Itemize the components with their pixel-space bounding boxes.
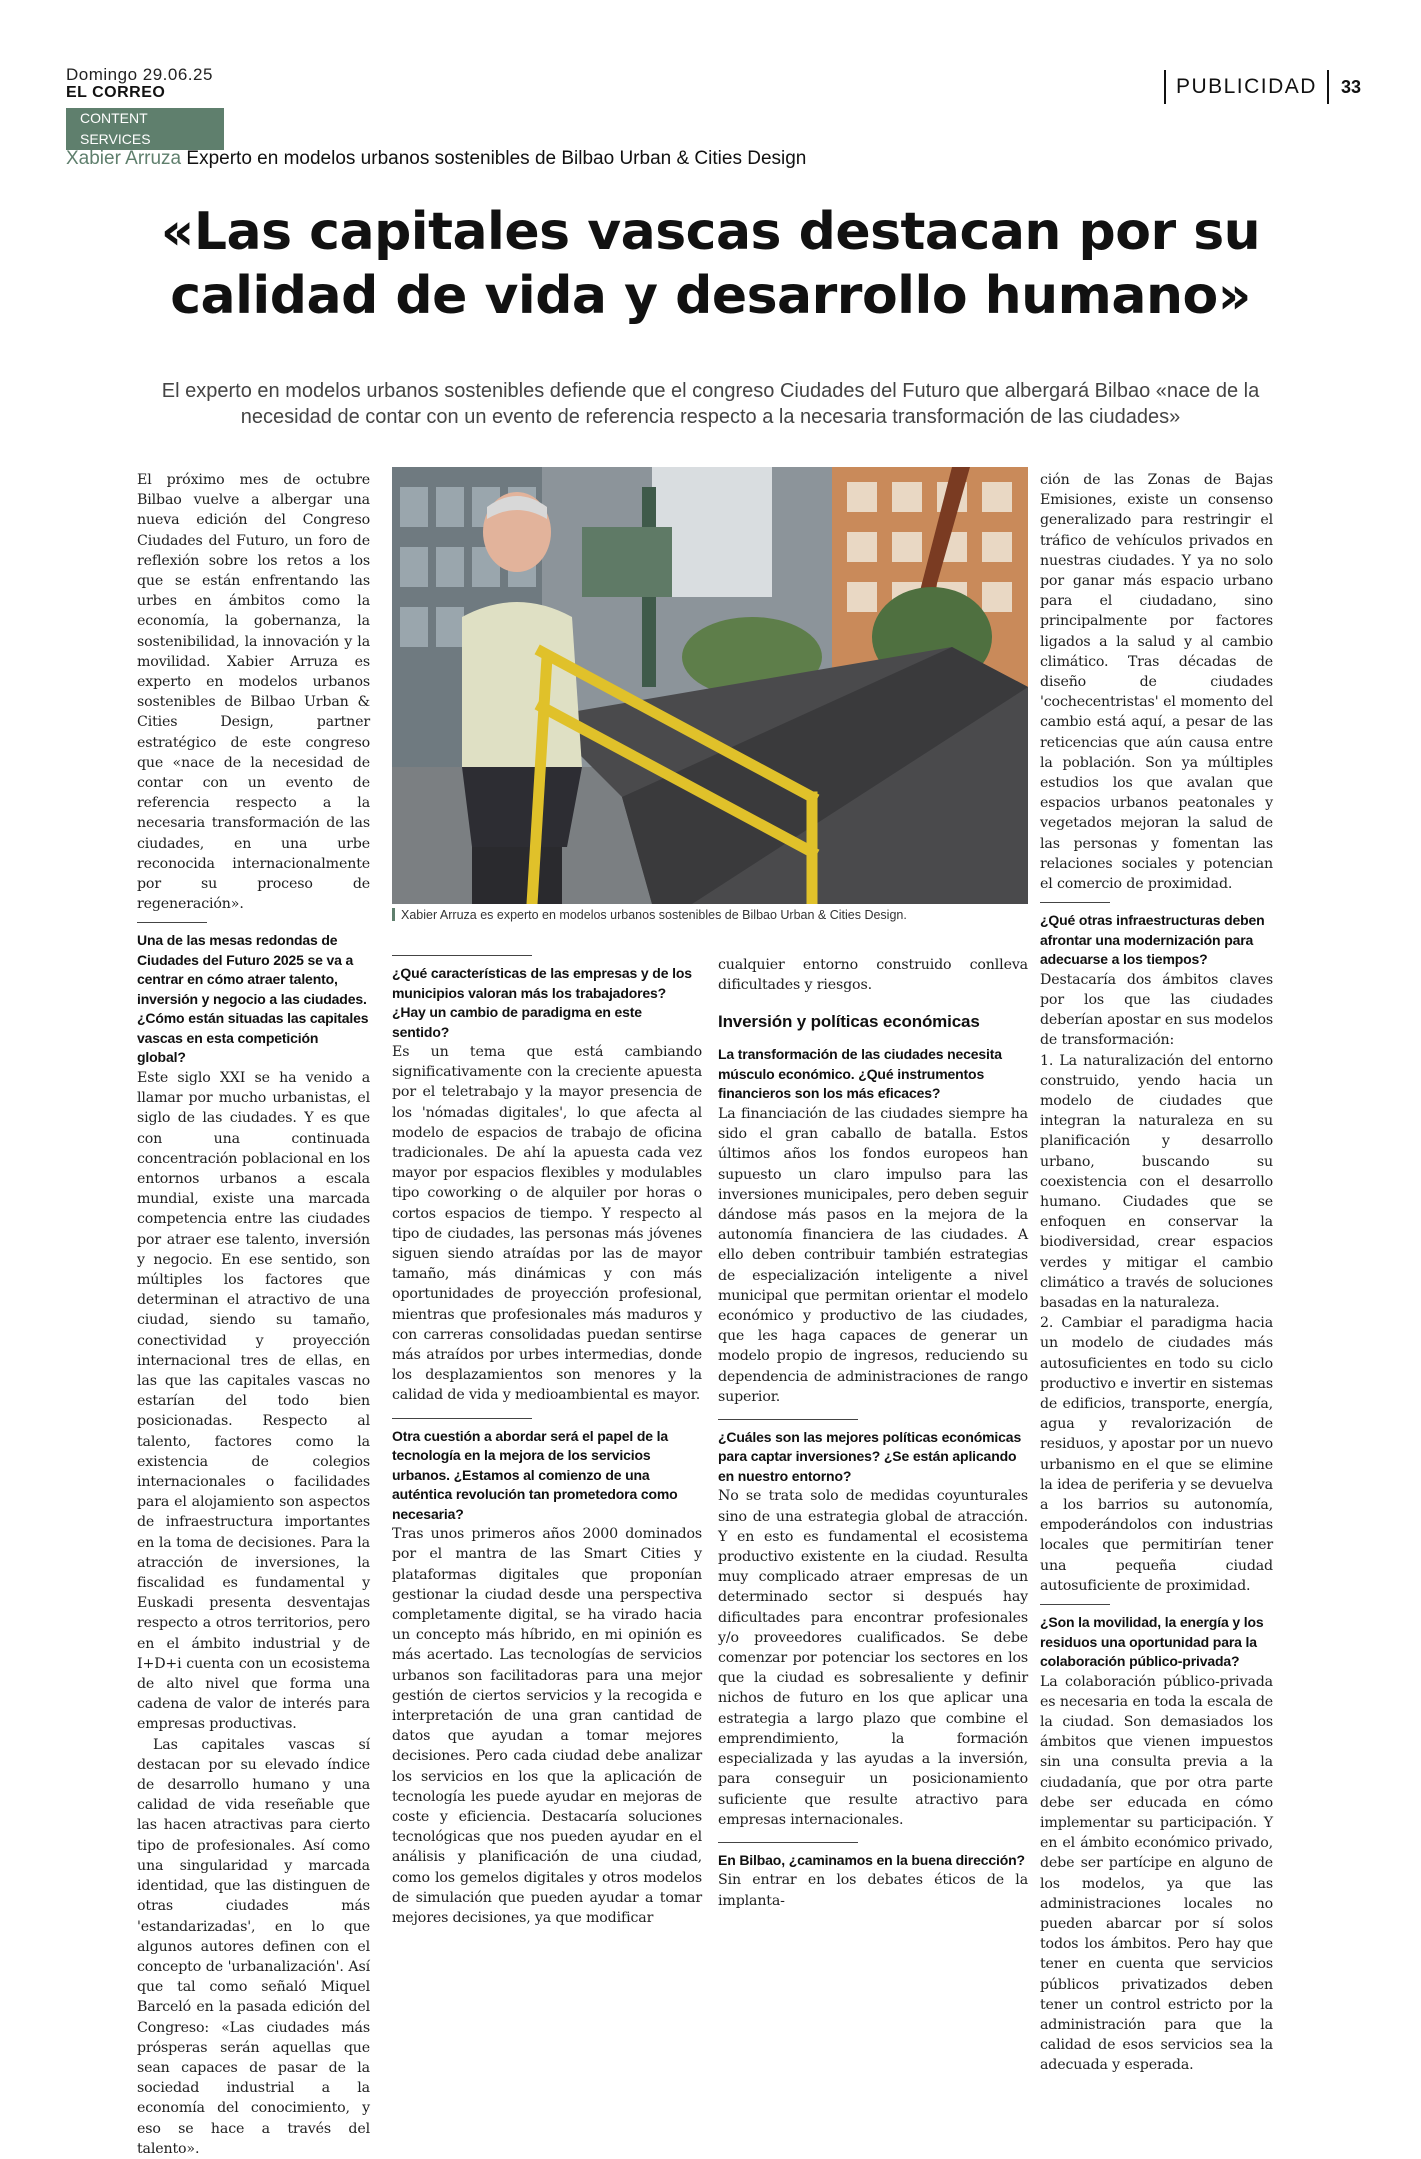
answer-paragraph: No se trata solo de medidas coyunturales sino de una estrategia global de atracción. Y en esto es fundamental el ecosistema productivo existente en la ciudad. Resulta muy complicado atraer empresas de un determinado sector si después hay dificultades para encontrar profesionales y/o proveedores cualificados. Se debe comenzar por potenciar los sectores en los que la ciudad es sobresaliente y definir nichos de futuro en los que aplicar una estrategia a largo plazo que combine el emprendimiento, la formación especializada y las ayudas a la inversión, para conseguir un posicionamiento suficiente que resulte atractivo para empresas internacionales. bbox=[718, 1488, 1028, 1828]
answer-paragraph: La colaboración público-privada es necesaria en toda la escala de la ciudad. Son demasiados los ámbitos que vienen impuestos sin una consulta previa a la ciudadanía, que por otra parte debe ser educada en cómo implementar su participación. Y en el ámbito económico privado, debe ser partícipe en alguno de los modelos, ya que las administraciones locales no pueden abarcar por sí solos todos los ámbitos. Pero hay que tener en cuenta que servicios públicos privatizados deben tener un control estricto por la administración para que la calidad de esos servicios sea la adecuada y esperada. bbox=[1040, 1673, 1273, 2074]
answer-paragraph: Es un tema que está cambiando significativamente con la creciente apuesta por el teletrabajo y la mayor presencia de los 'nómadas digitales', lo que afecta al modelo de espacios de trabajo de oficina tradicionales. De ahí la apuesta cada vez mayor por espacios flexibles y modulables tipo coworking o de alquiler por horas o cortos espacios de tiempo. Y respecto al tipo de ciudades, las personas más jóvenes siguen siendo atraídas por las de mayor tamaño, más dinámicas y con más oportunidades de proyección profesional, mientras que profesionales más maduros y con carreras consolidadas puedan sentirse más atraídos por urbes intermedias, donde los desplazamientos son menores y la calidad de vida y medioambiental es mayor. bbox=[392, 1044, 702, 1404]
continued-paragraph: cualquier entorno construido conlleva dificultades y riesgos. bbox=[718, 957, 1028, 994]
page-number: 33 bbox=[1340, 76, 1361, 97]
question: ¿Cuáles son las mejores políticas económicas para captar inversiones? ¿Se están aplicando en nuestro entorno? bbox=[718, 1428, 1022, 1484]
question: La transformación de las ciudades necesita músculo económico. ¿Qué instrumentos financieros son los más eficaces? bbox=[718, 1046, 1002, 1102]
issue-date: Domingo 29.06.25 bbox=[66, 65, 213, 84]
divider bbox=[1040, 902, 1110, 903]
section-tag: CONTENT SERVICES bbox=[66, 108, 224, 150]
question: ¿Qué características de las empresas y de los municipios valoran más los trabajadores? ¿Hay un cambio de paradigma en este sentido? bbox=[392, 965, 692, 1040]
byline-name: Xabier Arruza bbox=[66, 148, 182, 169]
newspaper-name: EL CORREO bbox=[66, 84, 166, 101]
column-2 bbox=[392, 955, 702, 1928]
answer-paragraph: Destacaría dos ámbitos claves por los que las ciudades deberían apostar en sus modelos de transformación: bbox=[1040, 971, 1273, 1049]
answer-paragraph: Tras unos primeros años 2000 dominados por el mantra de las Smart Cities y plataformas digitales que proponían gestionar la ciudad desde una perspectiva completamente digital, se ha virado hacia un concepto más híbrido, en mi opinión es más acertado. Las tecnologías de servicios urbanos son facilitadoras para una mejor gestión de ciertos servicios y la recogida e interpretación de una gran cantidad de datos que ayudan a tomar mejores decisiones. Pero cada ciudad debe analizar los servicios en los que la aplicación de tecnología les puede ayudar en mejoras de coste y eficiencia. Destacaría soluciones tecnológicas que nos pueden ayudar en el análisis y planificación de una ciudad, como los gemelos digitales y otros modelos de simulación que pueden ayudar a tomar mejores decisiones, ya que modificar bbox=[392, 1526, 702, 1927]
section-subhead: Inversión y políticas económicas bbox=[718, 1012, 980, 1032]
photo-caption bbox=[392, 908, 1028, 922]
answer-paragraph: La financiación de las ciudades siempre ha sido el gran caballo de batalla. Estos últimos años los fondos europeos han supuesto un claro impulso para las inversiones municipales, pero deben seguir dándose más pasos en la mejora de la autonomía financiera de las ciudades. A ello deben contribuir también estrategias de especialización inteligente a nivel municipal que permitan orientar el modelo económico y productivo de las ciudades, que les haga capaces de generar un modelo propio de ingresos, reduciendo su dependencia de administraciones de rango superior. bbox=[718, 1105, 1028, 1405]
byline-role: Experto en modelos urbanos sostenibles de Bilbao Urban & Cities Design bbox=[181, 148, 807, 169]
page-header-right bbox=[1164, 70, 1361, 104]
list-item: 1. La naturalización del entorno construido, yendo hacia un modelo de ciudades que integran la naturaleza en su planificación y desarrollo urbano, buscando su coexistencia con el desarrollo humano. Ciudades que se enfoquen en conservar la biodiversidad, crear espacios verdes y mitigar el cambio climático a través de soluciones basadas en la naturaleza. bbox=[1040, 1052, 1273, 1312]
intro-paragraph: El próximo mes de octubre Bilbao vuelve a albergar una nueva edición del Congreso Ciudades del Futuro, un foro de reflexión sobre los retos a los que se están enfrentando las urbes en ámbitos como la economía, la gobernanza, la sostenibilidad, la innovación y la movilidad. Xabier Arruza es experto en modelos urbanos sostenibles de Bilbao Urban & Cities Design, partner estratégico de este congreso que «nace de la necesidad de contar con un evento de referencia respecto a la necesaria transformación de las ciudades, en una urbe reconocida internacionalmente por su proceso de regeneración». bbox=[137, 472, 370, 913]
continued-paragraph: ción de las Zonas de Bajas Emisiones, existe un consenso generalizado para restringir el tráfico de vehículos privados en nuestras ciudades. Y ya no solo por ganar más espacio urbano para el ciudadano, sino principalmente por factores ligados a la salud y al cambio climático. Tras décadas de diseño de ciudades 'cochecentristas' el momento del cambio está aquí, a pesar de las reticencias que aún causa entre la población. Son ya múltiples estudios los que avalan que espacios urbanos peatonales y vegetados mejoran la salud de las personas y fomentan las relaciones sociales y potencian el comercio de proximidad. bbox=[1040, 472, 1273, 893]
interview-photo bbox=[392, 467, 1028, 904]
question: Una de las mesas redondas de Ciudades del Futuro 2025 se va a centrar en cómo atraer talento, inversión y negocio a las ciudades. ¿Cómo están situadas las capitales vascas en esta competición global? bbox=[137, 932, 369, 1066]
question: En Bilbao, ¿caminamos en la buena dirección? bbox=[718, 1851, 1025, 1868]
question: ¿Son la movilidad, la energía y los residuos una oportunidad para la colaboración público-privada? bbox=[1040, 1614, 1264, 1670]
divider bbox=[1040, 1604, 1110, 1605]
photo-illustration bbox=[392, 467, 1028, 904]
publicidad-label: PUBLICIDAD bbox=[1175, 75, 1317, 98]
divider bbox=[718, 1842, 858, 1843]
column-3 bbox=[718, 955, 1028, 1911]
divider bbox=[392, 1418, 532, 1419]
answer-paragraph: Las capitales vascas sí destacan por su elevado índice de desarrollo humano y una calidad de vida reseñable que las hacen atractivas para cierto tipo de profesionales. Así como una singularidad y marcada identidad, que las distinguen de otras ciudades más 'estandarizadas', en lo que algunos autores definen con el concepto de 'urbanalización'. Así que tal como señaló Miquel Barceló en la pasada edición del Congreso: «Las ciudades más prósperas serán aquellas que sean capaces de pasar de la sociedad industrial a la economía del conocimiento, y eso se hace a través del talento». bbox=[137, 1736, 370, 2157]
divider bbox=[137, 922, 207, 923]
question: Otra cuestión a abordar será el papel de la tecnología en la mejora de los servicios urbanos. ¿Estamos al comienzo de una auténtica revolución tan prometedora como necesaria? bbox=[392, 1427, 678, 1522]
caption-text: Xabier Arruza es experto en modelos urbanos sostenibles de Bilbao Urban & Cities Design. bbox=[401, 908, 907, 922]
answer-paragraph: Sin entrar en los debates éticos de la implanta- bbox=[718, 1872, 1028, 1909]
divider bbox=[718, 1419, 858, 1420]
list-item: 2. Cambiar el paradigma hacia un modelo de ciudades más autosuficientes en todo su ciclo productivo e invertir en sistemas de edificios, transporte, energía, agua y revalorización de residuos, y apostar por un nuevo urbanismo en el que se elimine la idea de periferia y se devuelva a los barrios su autonomía, empoderándolos con industrias locales que permitirían tener una pequeña ciudad autosuficiente de proximidad. bbox=[1040, 1315, 1273, 1594]
question: ¿Qué otras infraestructuras deben afrontar una modernización para adecuarse a los tiempos? bbox=[1040, 912, 1265, 968]
column-4 bbox=[1040, 470, 1273, 2076]
caption-marker bbox=[392, 908, 395, 921]
answer-paragraph: Este siglo XXI se ha venido a llamar por mucho urbanistas, el siglo de las ciudades. Y es que con una continuada concentración poblacional en los entornos urbanos a escala mundial, existe una marcada competencia entre las ciudades por atraer ese talento, inversión y negocio. En ese sentido, son múltiples los factores que determinan el atractivo de una ciudad, siendo su tamaño, conectividad y proyección internacional tres de ellas, en las que las capitales vascas no estarían del todo bien posicionadas. Respecto al talento, factores como la existencia de colegios internacionales o facilidades para el alojamiento son aspectos de infraestructura importantes en la toma de decisiones. Para la atracción de inversiones, la fiscalidad es fundamental y Euskadi presenta desventajas respecto a otros territorios, pero en el ámbito industrial y de I+D+i cuenta con un ecosistema de alto nivel que forma una cadena de valor de interés para empresas productivas. bbox=[137, 1069, 370, 1733]
column-1 bbox=[137, 470, 370, 2159]
deck: El experto en modelos urbanos sostenibles defiende que el congreso Ciudades del Futuro que albergará Bilbao «nace de la necesidad de contar con un evento de referencia respecto a la necesaria transformación de las ciudades» bbox=[161, 380, 1260, 428]
divider bbox=[392, 955, 532, 956]
headline: «Las capitales vascas destacan por su calidad de vida y desarrollo humano» bbox=[160, 202, 1261, 326]
byline bbox=[66, 148, 806, 170]
masthead bbox=[66, 66, 224, 150]
